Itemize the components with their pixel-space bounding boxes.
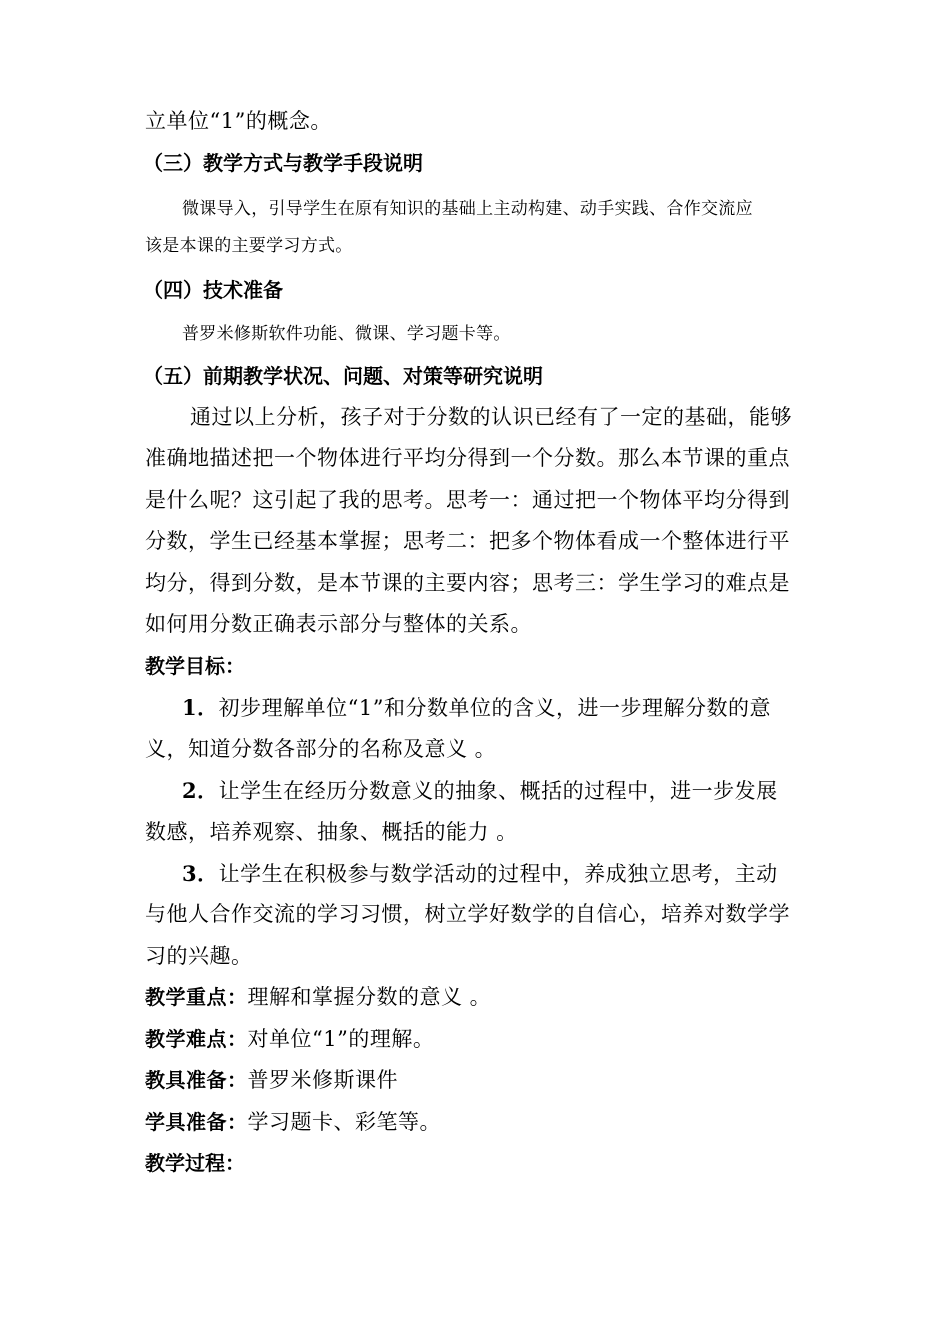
goal-text: 让学生在经历分数意义的抽象、概括的过程中，进一步发展 xyxy=(218,779,778,803)
difficult-point-line xyxy=(145,1029,434,1050)
paragraph-line: 该是本课的主要学习方式。 xyxy=(145,236,353,256)
key-point-label: 教学重点： xyxy=(145,985,248,1009)
paragraph-line: 如何用分数正确表示部分与整体的关系。 xyxy=(145,612,532,636)
student-tools-line xyxy=(145,1112,441,1133)
intro-line: 立单位“1”的概念。 xyxy=(145,109,332,133)
paragraph-line: 微课导入，引导学生在原有知识的基础上主动构建、动手实践、合作交流应 xyxy=(182,199,753,219)
goal-number: 2． xyxy=(182,778,219,803)
paragraph-line: 准确地描述把一个物体进行平均分得到一个分数。那么本节课的重点 xyxy=(145,446,790,470)
paragraph-line: 是什么呢？这引起了我的思考。思考一：通过把一个物体平均分得到 xyxy=(145,488,790,512)
heading-research-notes: （五）前期教学状况、问题、对策等研究说明 xyxy=(143,364,543,388)
goal-item-1 xyxy=(182,697,771,719)
key-point-line xyxy=(145,987,491,1008)
student-tools-text: 学习题卡、彩笔等。 xyxy=(247,1110,441,1134)
goals-label: 教学目标： xyxy=(145,654,245,678)
paragraph-line: 义，知道分数各部分的名称及意义 。 xyxy=(145,737,497,761)
goal-number: 3． xyxy=(182,861,219,886)
goal-text: 初步理解单位“1”和分数单位的含义，进一步理解分数的意 xyxy=(218,696,771,720)
paragraph-line: 数感，培养观察、抽象、概括的能力 。 xyxy=(145,820,518,844)
paragraph-line: 普罗米修斯软件功能、微课、学习题卡等。 xyxy=(182,324,511,344)
teaching-tools-text: 普罗米修斯课件 xyxy=(247,1068,398,1092)
paragraph-line: 均分，得到分数，是本节课的主要内容；思考三：学生学习的难点是 xyxy=(145,571,790,595)
goal-item-2 xyxy=(182,780,778,802)
teaching-tools-label: 教具准备： xyxy=(145,1068,248,1092)
heading-teaching-methods: （三）教学方式与教学手段说明 xyxy=(143,151,423,175)
paragraph-line: 通过以上分析，孩子对于分数的认识已经有了一定的基础，能够 xyxy=(190,405,792,429)
goal-number: 1． xyxy=(182,695,219,720)
teaching-tools-line xyxy=(145,1070,398,1091)
key-point-text: 理解和掌握分数的意义 。 xyxy=(247,985,492,1009)
goal-text: 让学生在积极参与数学活动的过程中，养成独立思考，主动 xyxy=(218,862,778,886)
heading-tech-prep: （四）技术准备 xyxy=(143,278,283,302)
process-label: 教学过程： xyxy=(145,1151,245,1175)
goal-item-3 xyxy=(182,863,778,885)
difficult-point-text: 对单位“1”的理解。 xyxy=(247,1027,435,1051)
paragraph-line: 习的兴趣。 xyxy=(145,944,253,968)
student-tools-label: 学具准备： xyxy=(145,1110,248,1134)
difficult-point-label: 教学难点： xyxy=(145,1027,248,1051)
paragraph-line: 与他人合作交流的学习习惯，树立学好数学的自信心，培养对数学学 xyxy=(145,902,790,926)
paragraph-line: 分数，学生已经基本掌握；思考二：把多个物体看成一个整体进行平 xyxy=(145,529,790,553)
